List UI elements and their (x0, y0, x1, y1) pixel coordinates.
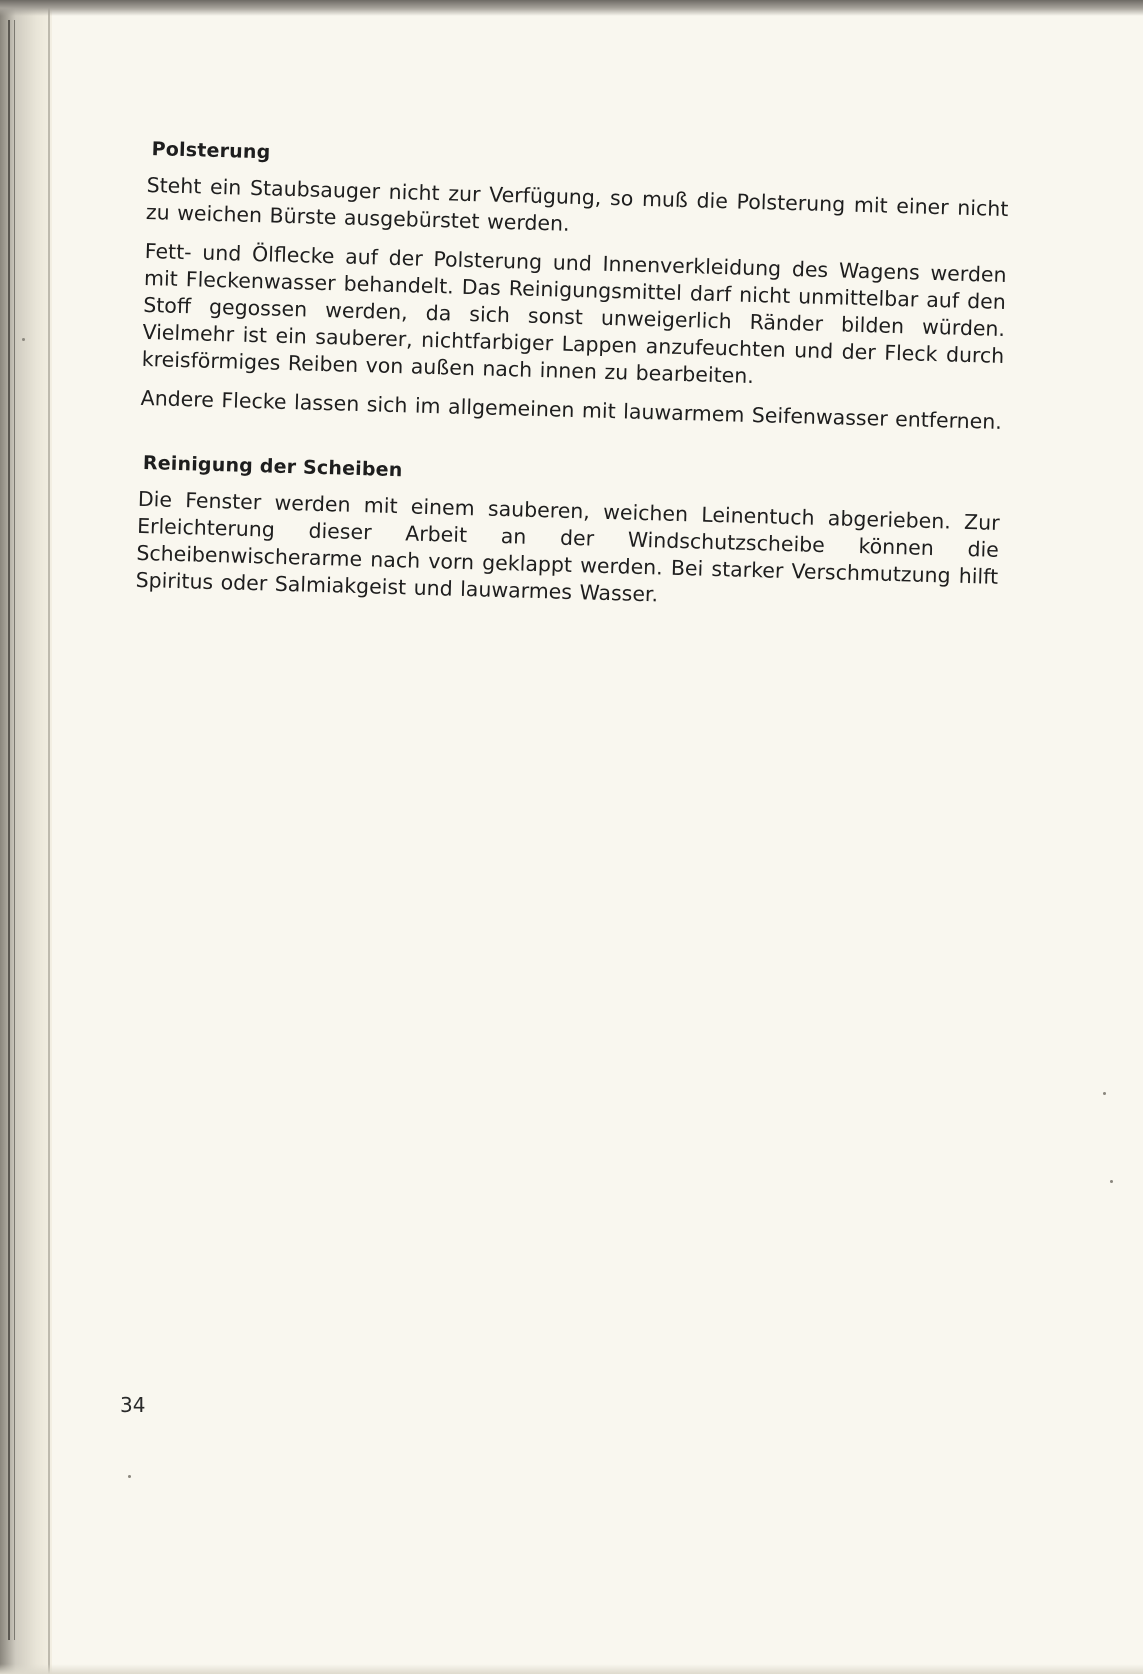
spine-edge-line (8, 20, 10, 1640)
bottom-edge-shadow (0, 1664, 1143, 1674)
paragraph: Die Fenster werden mit einem sauberen, weichen Leinentuch abgerieben. Zur Erleichterung dieser Arbeit an der Windschutzscheibe können die Scheibenwischerarme nach vorn geklappt werden. Bei starker Verschmutzung hilft Spiritus oder Salmiakgeist und lauwarmes Wasser. (135, 486, 1000, 607)
page-number: 34 (120, 1393, 146, 1417)
top-edge-shadow (0, 0, 1143, 16)
paragraph: Fett- und Ölflecke auf der Polsterung und Innenverkleidung des Wagens werden mit Fleckenwasser behandelt. Das Reinigungsmittel darf nicht unmittelbar auf den Stoff gegossen werden, da sich sonst unweigerlich Ränder bilden würden. Vielmehr ist ein sauberer, nichtfarbiger Lappen anzufeuchten und der Fleck durch kreisförmiges Reiben von außen nach innen zu bearbeiten. (141, 238, 1007, 389)
section-heading-reinigung-der-scheiben: Reinigung der Scheiben (142, 451, 403, 482)
dust-speck (22, 338, 25, 341)
dust-speck (128, 1475, 131, 1478)
paragraph: Andere Flecke lassen sich im allgemeinen mit lauwarmem Seifenwasser entfernen. (140, 385, 1003, 434)
spine-edge-line (14, 20, 15, 1640)
page-edge (48, 8, 50, 1674)
paragraph: Steht ein Staubsauger nicht zur Verfügung, so muß die Polsterung mit einer nicht zu weichen Bürste ausgebürstet werden. (145, 172, 1009, 236)
dust-speck (1110, 1180, 1113, 1183)
section-heading-polsterung: Polsterung (151, 138, 271, 164)
dust-speck (1103, 1092, 1106, 1095)
text-body (135, 138, 1010, 630)
